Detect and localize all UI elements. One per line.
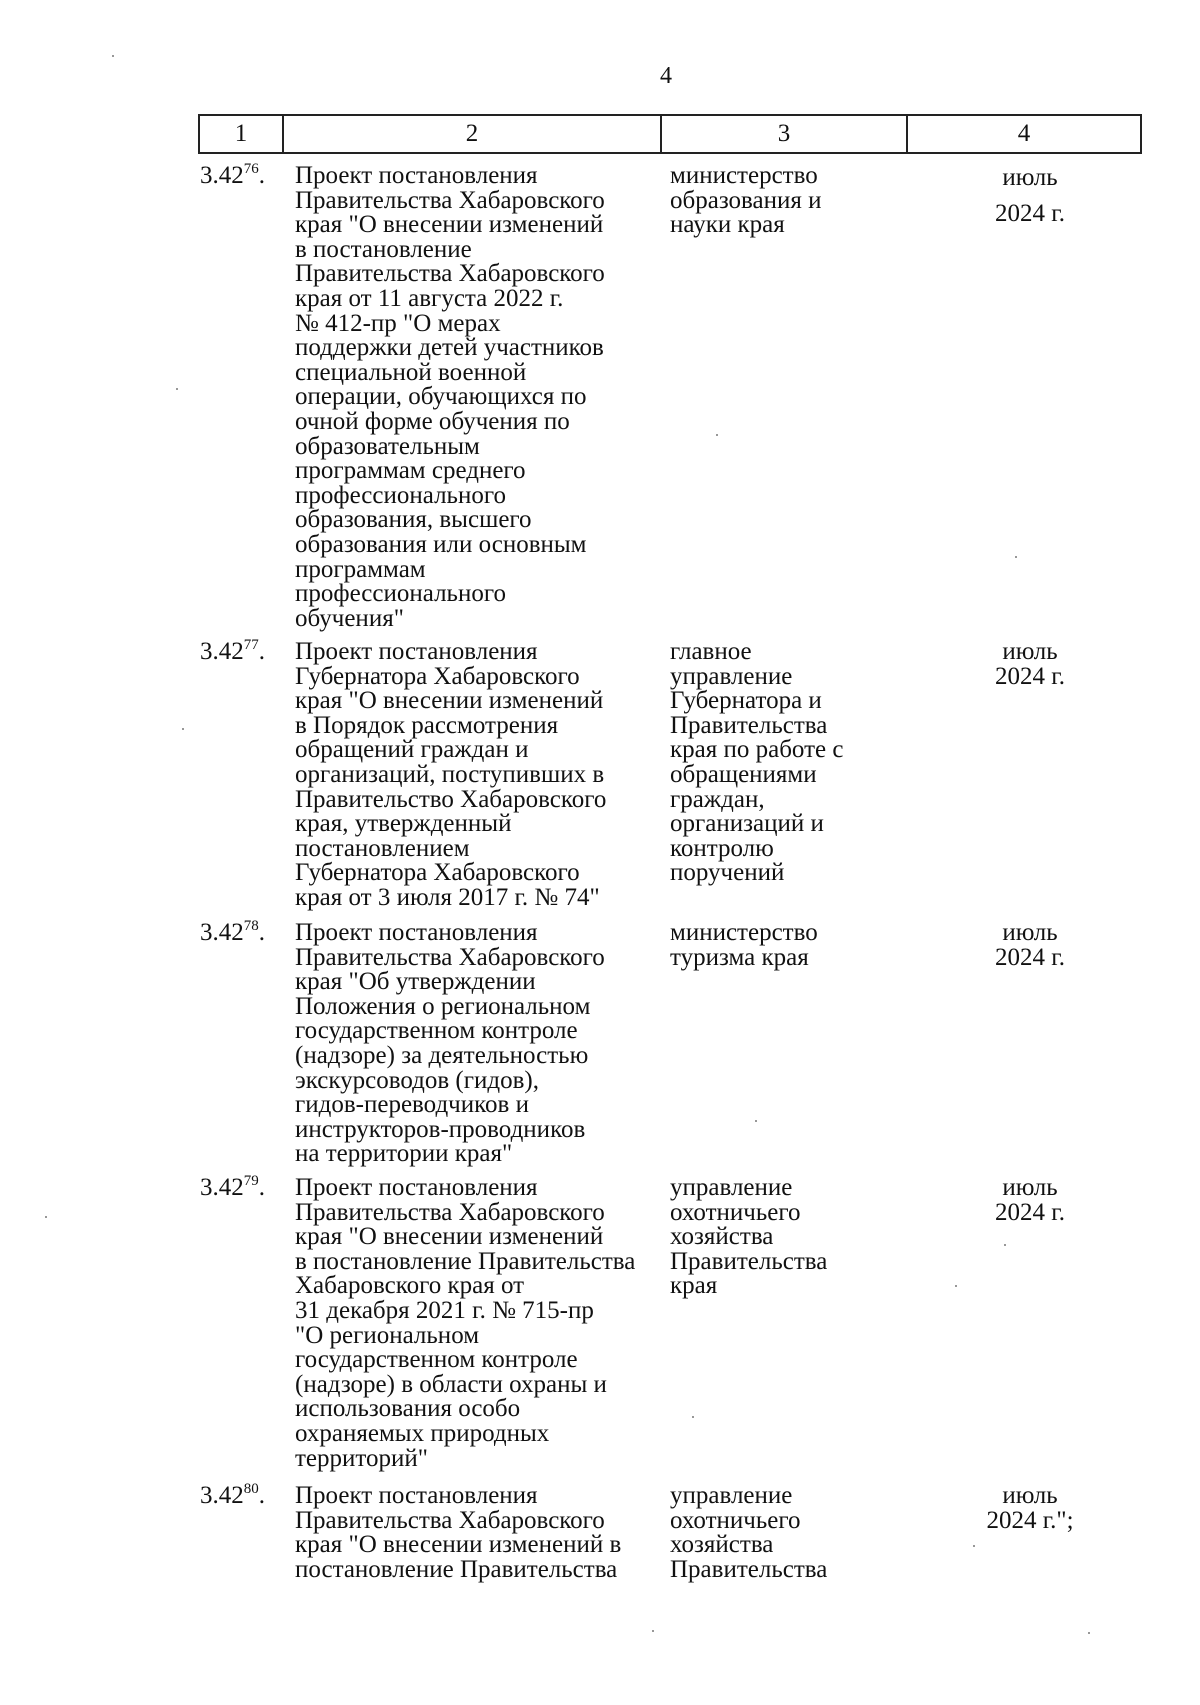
scan-speck: [652, 1630, 654, 1632]
scan-speck: [112, 55, 114, 57]
item-title: Проект постановления Правительства Хабаровского края "Об утверждении Положения о региональном государственном контроле (надзоре) за деятельностью экскурсоводов (гидов), гидов-переводчиков и инструкторов-проводников на территории края": [295, 919, 605, 1168]
scan-speck: [1004, 1244, 1006, 1246]
header-cell-2: 2: [284, 116, 662, 152]
scan-speck: [1088, 1632, 1090, 1634]
item-deadline: июль 2024 г.: [995, 164, 1065, 227]
item-executor: главное управление Губернатора и Правительства края по работе с обращениями граждан, организаций и контролю поручений: [670, 638, 844, 887]
item-title: Проект постановления Правительства Хабаровского края "О внесении изменений в постановление Правительства Хабаровского края от 11 августа 2022 г. № 412-пр "О мерах поддержки детей участников специальной военной операции, обучающихся по очной форме обучения по образовательным программам среднего профессионального образования, высшего образования или основным программам профессионального обучения": [295, 162, 605, 632]
item-executor: министерство образования и науки края: [670, 162, 822, 239]
table-header: [198, 114, 1142, 154]
item-number: 3.42$^{78}$.: [200, 918, 265, 946]
scan-speck: [973, 1545, 975, 1547]
scan-speck: [955, 1285, 957, 1287]
header-cell-3: 3: [662, 116, 908, 152]
scan-speck: [692, 1416, 694, 1418]
item-deadline: июль 2024 г.: [995, 638, 1065, 690]
header-cell-1: 1: [200, 116, 284, 152]
item-title: Проект постановления Правительства Хабаровского края "О внесении изменений в постановление Правительства Хабаровского края от 31 декабря 2021 г. № 715-пр "О региональном государственном контроле (надзоре) в области охраны и использования особо охраняемых природных территорий": [295, 1174, 636, 1472]
scan-speck: [1015, 556, 1017, 558]
item-executor: управление охотничьего хозяйства Правительства: [670, 1482, 828, 1583]
page-number: 4: [660, 63, 672, 89]
item-number: 3.42$^{79}$.: [200, 1173, 265, 1201]
scan-speck: [716, 434, 718, 436]
header-cell-4: 4: [1017, 120, 1031, 147]
scan-speck: [755, 1120, 757, 1122]
item-deadline: июль 2024 г.";: [986, 1482, 1074, 1534]
item-title: Проект постановления Губернатора Хабаровского края "О внесении изменений в Порядок рассмотрения обращений граждан и организаций, поступивших в Правительство Хабаровского края, утвержденный постановлением Губернатора Хабаровского края от 3 июля 2017 г. № 74": [295, 638, 607, 911]
item-deadline: июль 2024 г.: [995, 1174, 1065, 1226]
item-executor: управление охотничьего хозяйства Правительства края: [670, 1174, 828, 1300]
item-number: 3.42$^{76}$.: [200, 161, 265, 189]
scan-speck: [45, 1216, 47, 1218]
scan-speck: [182, 728, 184, 730]
item-executor: министерство туризма края: [670, 919, 818, 971]
scan-speck: [176, 388, 178, 390]
item-deadline: июль 2024 г.: [995, 919, 1065, 971]
item-title: Проект постановления Правительства Хабаровского края "О внесении изменений в постановление Правительства: [295, 1482, 622, 1583]
item-number: 3.42$^{80}$.: [200, 1481, 265, 1509]
item-number: 3.42$^{77}$.: [200, 637, 265, 665]
